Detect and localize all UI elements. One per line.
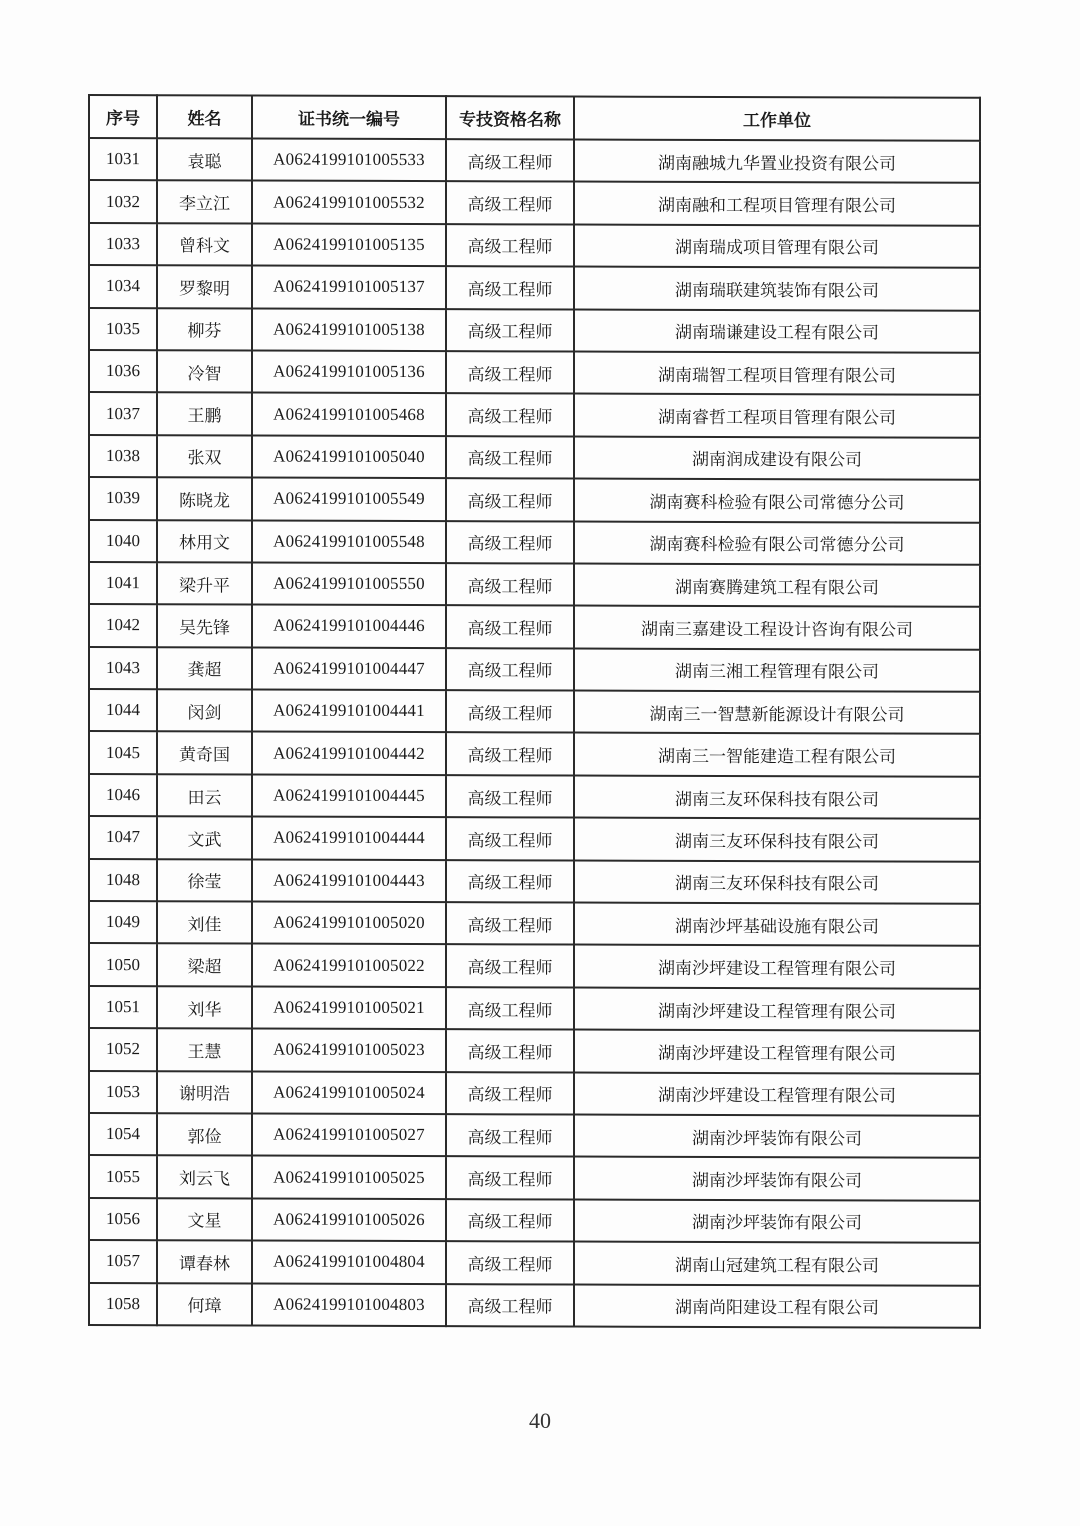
cell-seq: 1050	[89, 943, 157, 986]
cell-cert-number: A0624199101005533	[252, 139, 446, 182]
cell-cert-number: A0624199101005138	[252, 308, 446, 351]
header-row	[89, 95, 980, 141]
table-row	[89, 943, 980, 988]
cell-seq: 1048	[89, 859, 157, 902]
cell-name: 梁超	[157, 944, 252, 987]
cell-name: 文武	[157, 816, 252, 859]
cell-seq: 1046	[89, 774, 157, 817]
qualification-table	[88, 94, 981, 1329]
cell-cert-number: A0624199101004442	[252, 732, 446, 775]
table-row	[89, 392, 980, 437]
cell-cert-number: A0624199101004444	[252, 817, 446, 860]
table-row	[89, 901, 980, 946]
cell-cert-number: A0624199101004441	[252, 690, 446, 733]
cell-seq: 1056	[89, 1198, 157, 1241]
cell-seq: 1043	[89, 647, 157, 690]
cell-employer: 湖南瑞成项目管理有限公司	[574, 224, 980, 268]
table-row	[89, 1028, 980, 1073]
table-row	[89, 477, 980, 522]
cell-seq: 1049	[89, 901, 157, 944]
cell-name: 曾科文	[157, 223, 252, 266]
header-employer: 工作单位	[574, 97, 980, 141]
cell-cert-number: A0624199101005026	[252, 1198, 446, 1241]
cell-seq: 1039	[89, 477, 157, 520]
cell-employer: 湖南三一智能建造工程有限公司	[574, 733, 980, 777]
cell-cert-number: A0624199101005025	[252, 1156, 446, 1199]
cell-cert-number: A0624199101004445	[252, 774, 446, 817]
cell-cert-number: A0624199101005021	[252, 986, 446, 1029]
table-row	[89, 816, 980, 861]
cell-employer: 湖南沙坪建设工程管理有限公司	[574, 1072, 980, 1116]
cell-qualification: 高级工程师	[446, 733, 574, 776]
cell-name: 谢明浩	[157, 1071, 252, 1114]
cell-employer: 湖南沙坪建设工程管理有限公司	[574, 1030, 980, 1074]
cell-qualification: 高级工程师	[446, 690, 574, 733]
cell-cert-number: A0624199101004804	[252, 1241, 446, 1284]
cell-employer: 湖南沙坪建设工程管理有限公司	[574, 987, 980, 1031]
cell-employer: 湖南瑞谦建设工程有限公司	[574, 309, 980, 353]
cell-cert-number: A0624199101005024	[252, 1071, 446, 1114]
cell-seq: 1038	[89, 435, 157, 478]
cell-qualification: 高级工程师	[446, 1284, 574, 1327]
cell-qualification: 高级工程师	[446, 182, 574, 225]
cell-qualification: 高级工程师	[446, 860, 574, 903]
table-row	[89, 1113, 980, 1158]
cell-seq: 1032	[89, 180, 157, 223]
cell-seq: 1055	[89, 1155, 157, 1198]
cell-qualification: 高级工程师	[446, 817, 574, 860]
table-row	[89, 859, 980, 904]
table-row	[89, 562, 980, 607]
cell-name: 田云	[157, 774, 252, 817]
cell-name: 闵剑	[157, 689, 252, 732]
cell-qualification: 高级工程师	[446, 1199, 574, 1242]
cell-seq: 1044	[89, 689, 157, 732]
cell-qualification: 高级工程师	[446, 987, 574, 1030]
cell-seq: 1053	[89, 1071, 157, 1114]
cell-employer: 湖南沙坪装饰有限公司	[574, 1115, 980, 1159]
cell-name: 林用文	[157, 520, 252, 563]
cell-seq: 1045	[89, 731, 157, 774]
table-row	[89, 986, 980, 1031]
cell-name: 刘华	[157, 986, 252, 1029]
cell-name: 徐莹	[157, 859, 252, 902]
cell-qualification: 高级工程师	[446, 393, 574, 436]
cell-cert-number: A0624199101005023	[252, 1029, 446, 1072]
table-row	[89, 435, 980, 480]
table-row	[89, 1283, 980, 1328]
cell-name: 刘云飞	[157, 1156, 252, 1199]
cell-qualification: 高级工程师	[446, 902, 574, 945]
cell-seq: 1031	[89, 138, 157, 181]
cell-employer: 湖南尚阳建设工程有限公司	[574, 1284, 980, 1328]
table-header	[89, 95, 980, 141]
cell-qualification: 高级工程师	[446, 351, 574, 394]
cell-qualification: 高级工程师	[446, 1114, 574, 1157]
cell-employer: 湖南沙坪基础设施有限公司	[574, 903, 980, 947]
cell-seq: 1035	[89, 308, 157, 351]
cell-qualification: 高级工程师	[446, 266, 574, 309]
cell-qualification: 高级工程师	[446, 775, 574, 818]
cell-seq: 1034	[89, 265, 157, 308]
cell-employer: 湖南赛科检验有限公司常德分公司	[574, 479, 980, 523]
header-seq: 序号	[89, 95, 157, 138]
cell-seq: 1058	[89, 1283, 157, 1326]
cell-cert-number: A0624199101004443	[252, 859, 446, 902]
cell-qualification: 高级工程师	[446, 1029, 574, 1072]
cell-cert-number: A0624199101005027	[252, 1113, 446, 1156]
table-row	[89, 138, 980, 183]
table-row	[89, 1198, 980, 1243]
header-name: 姓名	[157, 95, 252, 138]
cell-cert-number: A0624199101004803	[252, 1283, 446, 1326]
cell-cert-number: A0624199101005135	[252, 223, 446, 266]
cell-cert-number: A0624199101005022	[252, 944, 446, 987]
cell-seq: 1040	[89, 520, 157, 563]
cell-qualification: 高级工程师	[446, 1072, 574, 1115]
cell-qualification: 高级工程师	[446, 309, 574, 352]
cell-employer: 湖南沙坪装饰有限公司	[574, 1199, 980, 1243]
cell-employer: 湖南赛腾建筑工程有限公司	[574, 563, 980, 607]
table-body	[89, 138, 980, 1328]
table-row	[89, 689, 980, 734]
cell-qualification: 高级工程师	[446, 139, 574, 182]
cell-name: 郭俭	[157, 1113, 252, 1156]
table-row	[89, 647, 980, 692]
cell-qualification: 高级工程师	[446, 436, 574, 479]
cell-name: 陈晓龙	[157, 477, 252, 520]
cell-name: 黄奇国	[157, 732, 252, 775]
cell-seq: 1052	[89, 1028, 157, 1071]
cell-name: 袁聪	[157, 138, 252, 181]
table-row	[89, 180, 980, 225]
table-row	[89, 774, 980, 819]
cell-employer: 湖南瑞联建筑装饰有限公司	[574, 267, 980, 311]
cell-employer: 湖南三友环保科技有限公司	[574, 775, 980, 819]
cell-name: 柳芬	[157, 308, 252, 351]
table-row	[89, 731, 980, 776]
table-row	[89, 308, 980, 353]
cell-qualification: 高级工程师	[446, 224, 574, 267]
cell-qualification: 高级工程师	[446, 1156, 574, 1199]
table-row	[89, 604, 980, 649]
cell-employer: 湖南三友环保科技有限公司	[574, 860, 980, 904]
cell-name: 吴先锋	[157, 605, 252, 648]
page-number: 40	[529, 1408, 551, 1433]
cell-cert-number: A0624199101005549	[252, 478, 446, 521]
cell-seq: 1057	[89, 1240, 157, 1283]
cell-employer: 湖南三嘉建设工程设计咨询有限公司	[574, 606, 980, 650]
cell-employer: 湖南融城九华置业投资有限公司	[574, 140, 980, 184]
table-row	[89, 265, 980, 310]
cell-cert-number: A0624199101005532	[252, 181, 446, 224]
cell-qualification: 高级工程师	[446, 648, 574, 691]
cell-cert-number: A0624199101005468	[252, 393, 446, 436]
table-row	[89, 520, 980, 565]
cell-cert-number: A0624199101005550	[252, 562, 446, 605]
cell-name: 冷智	[157, 350, 252, 393]
cell-employer: 湖南三一智慧新能源设计有限公司	[574, 691, 980, 735]
cell-cert-number: A0624199101005136	[252, 350, 446, 393]
cell-seq: 1033	[89, 223, 157, 266]
cell-name: 刘佳	[157, 901, 252, 944]
cell-employer: 湖南沙坪建设工程管理有限公司	[574, 945, 980, 989]
cell-cert-number: A0624199101005020	[252, 902, 446, 945]
cell-name: 谭春林	[157, 1240, 252, 1283]
cell-qualification: 高级工程师	[446, 1241, 574, 1284]
cell-qualification: 高级工程师	[446, 945, 574, 988]
cell-qualification: 高级工程师	[446, 478, 574, 521]
cell-name: 何璋	[157, 1283, 252, 1326]
cell-seq: 1041	[89, 562, 157, 605]
header-qualification: 专技资格名称	[446, 96, 574, 139]
cell-employer: 湖南润成建设有限公司	[574, 436, 980, 480]
cell-employer: 湖南沙坪装饰有限公司	[574, 1157, 980, 1201]
header-cert-number: 证书统一编号	[252, 96, 446, 140]
table-row	[89, 1240, 980, 1285]
cell-employer: 湖南三湘工程管理有限公司	[574, 648, 980, 692]
cell-seq: 1036	[89, 350, 157, 393]
cell-cert-number: A0624199101005137	[252, 266, 446, 309]
cell-name: 张双	[157, 435, 252, 478]
table-row	[89, 223, 980, 268]
cell-seq: 1037	[89, 392, 157, 435]
cell-qualification: 高级工程师	[446, 605, 574, 648]
cell-seq: 1051	[89, 986, 157, 1029]
cell-name: 王鹏	[157, 393, 252, 436]
cell-seq: 1047	[89, 816, 157, 859]
cell-name: 罗黎明	[157, 265, 252, 308]
cell-cert-number: A0624199101005040	[252, 435, 446, 478]
cell-employer: 湖南赛科检验有限公司常德分公司	[574, 521, 980, 565]
cell-employer: 湖南瑞智工程项目管理有限公司	[574, 351, 980, 395]
cell-name: 王慧	[157, 1028, 252, 1071]
cell-seq: 1054	[89, 1113, 157, 1156]
cell-qualification: 高级工程师	[446, 563, 574, 606]
cell-employer: 湖南融和工程项目管理有限公司	[574, 182, 980, 226]
cell-name: 李立江	[157, 181, 252, 224]
cell-cert-number: A0624199101004447	[252, 647, 446, 690]
cell-employer: 湖南山冠建筑工程有限公司	[574, 1242, 980, 1286]
cell-qualification: 高级工程师	[446, 521, 574, 564]
cell-name: 文星	[157, 1198, 252, 1241]
cell-name: 梁升平	[157, 562, 252, 605]
table-row	[89, 350, 980, 395]
cell-employer: 湖南三友环保科技有限公司	[574, 818, 980, 862]
cell-cert-number: A0624199101005548	[252, 520, 446, 563]
cell-seq: 1042	[89, 604, 157, 647]
cell-name: 龚超	[157, 647, 252, 690]
cell-cert-number: A0624199101004446	[252, 605, 446, 648]
table-row	[89, 1155, 980, 1200]
cell-employer: 湖南睿哲工程项目管理有限公司	[574, 394, 980, 438]
table-row	[89, 1071, 980, 1116]
